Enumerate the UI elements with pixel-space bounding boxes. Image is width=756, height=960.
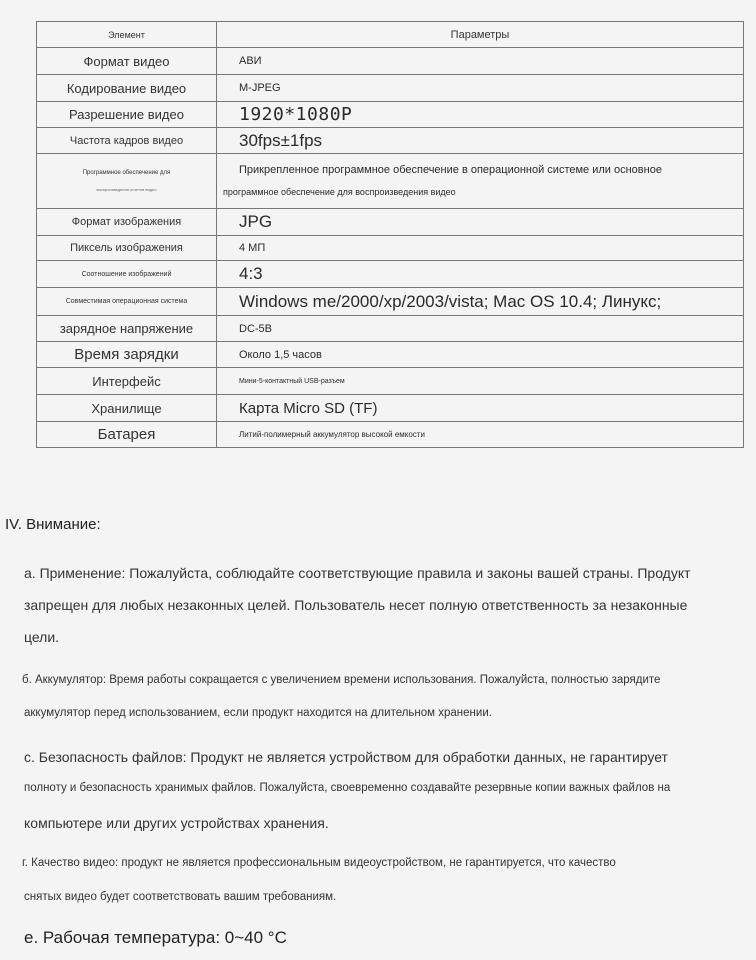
note-a-line1: a. Применение: Пожалуйста, соблюдайте соответствующие правила и законы вашей страны. Продукт [24,565,691,581]
row-value: 4:3 [217,261,744,288]
row-value: Литий-полимерный аккумулятор высокой емкости [217,422,744,448]
table-row [37,316,744,342]
table-row [37,102,744,128]
row-key: Формат видео [37,48,217,75]
row-value: Около 1,5 часов [217,342,744,368]
note-b-line1: б. Аккумулятор: Время работы сокращается с увеличением времени использования. Пожалуйста, полностью зарядите [22,674,661,686]
row-key-line1: Программное обеспечение для [82,170,171,176]
row-key: Время зарядки [37,342,217,368]
row-value-line1: Прикрепленное программное обеспечение в операционной системе или основное [239,164,662,176]
row-value: 4 МП [217,236,744,261]
row-value: JPG [217,209,744,236]
row-value: DC-5В [217,316,744,342]
row-key: зарядное напряжение [37,316,217,342]
row-key: Хранилище [37,395,217,422]
row-value: АВИ [217,48,744,75]
table-row [37,236,744,261]
header-element: Элемент [37,22,217,48]
row-key: Соотношение изображений [37,261,217,288]
table-row [37,261,744,288]
row-key: Интерфейс [37,368,217,395]
note-c-line1: c. Безопасность файлов: Продукт не является устройством для обработки данных, не гарантирует [24,749,668,765]
table-row [37,368,744,395]
note-d-line1: г. Качество видео: продукт не является профессиональным видеоустройством, не гарантируется, что качество [22,857,616,869]
note-d-line2: снятых видео будет соответствовать вашим требованиям. [24,891,337,903]
row-value: Мини-5-контактный USB-разъем [217,368,744,395]
row-value-line2: программное обеспечение для воспроизведения видео [223,187,456,197]
row-value: Windows me/2000/xp/2003/vista; Mac OS 10.4; Линукс; [217,288,744,316]
row-key: Формат изображения [37,209,217,236]
note-c-line2: полноту и безопасность хранимых файлов. Пожалуйста, своевременно создавайте резервные копии важных файлов на [24,782,671,794]
table-row [37,209,744,236]
table-row [37,48,744,75]
table-row [37,75,744,102]
row-value: 1920*1080P [217,102,744,128]
note-e: е. Рабочая температура: 0~40 °C [24,928,287,947]
row-value: 30fps±1fps [217,128,744,154]
note-c-line3: компьютере или других устройствах хранения. [24,815,329,831]
row-key-line2: воспроизведения отчетов видео [96,187,157,192]
notes-heading: IV. Внимание: [5,516,101,533]
table-row [37,154,744,209]
row-value: Карта Micro SD (TF) [217,395,744,422]
row-key [37,154,217,209]
table-row [37,128,744,154]
table-row [37,288,744,316]
table-header-row [37,22,744,48]
note-b-line2: аккумулятор перед использованием, если продукт находится на длительном хранении. [24,707,492,719]
row-key: Пиксель изображения [37,236,217,261]
row-value [217,154,744,209]
row-key: Частота кадров видео [37,128,217,154]
note-a-line2: запрещен для любых незаконных целей. Пользователь несет полную ответственность за незаконные [24,597,688,613]
row-value: M-JPEG [217,75,744,102]
table-row [37,395,744,422]
header-parameters: Параметры [217,22,744,48]
row-key: Кодирование видео [37,75,217,102]
row-key: Батарея [37,422,217,448]
row-key: Совместимая операционная система [37,288,217,316]
table-row [37,422,744,448]
table-row [37,342,744,368]
spec-table [36,21,744,448]
row-key: Разрешение видео [37,102,217,128]
note-a-line3: цели. [24,629,60,645]
